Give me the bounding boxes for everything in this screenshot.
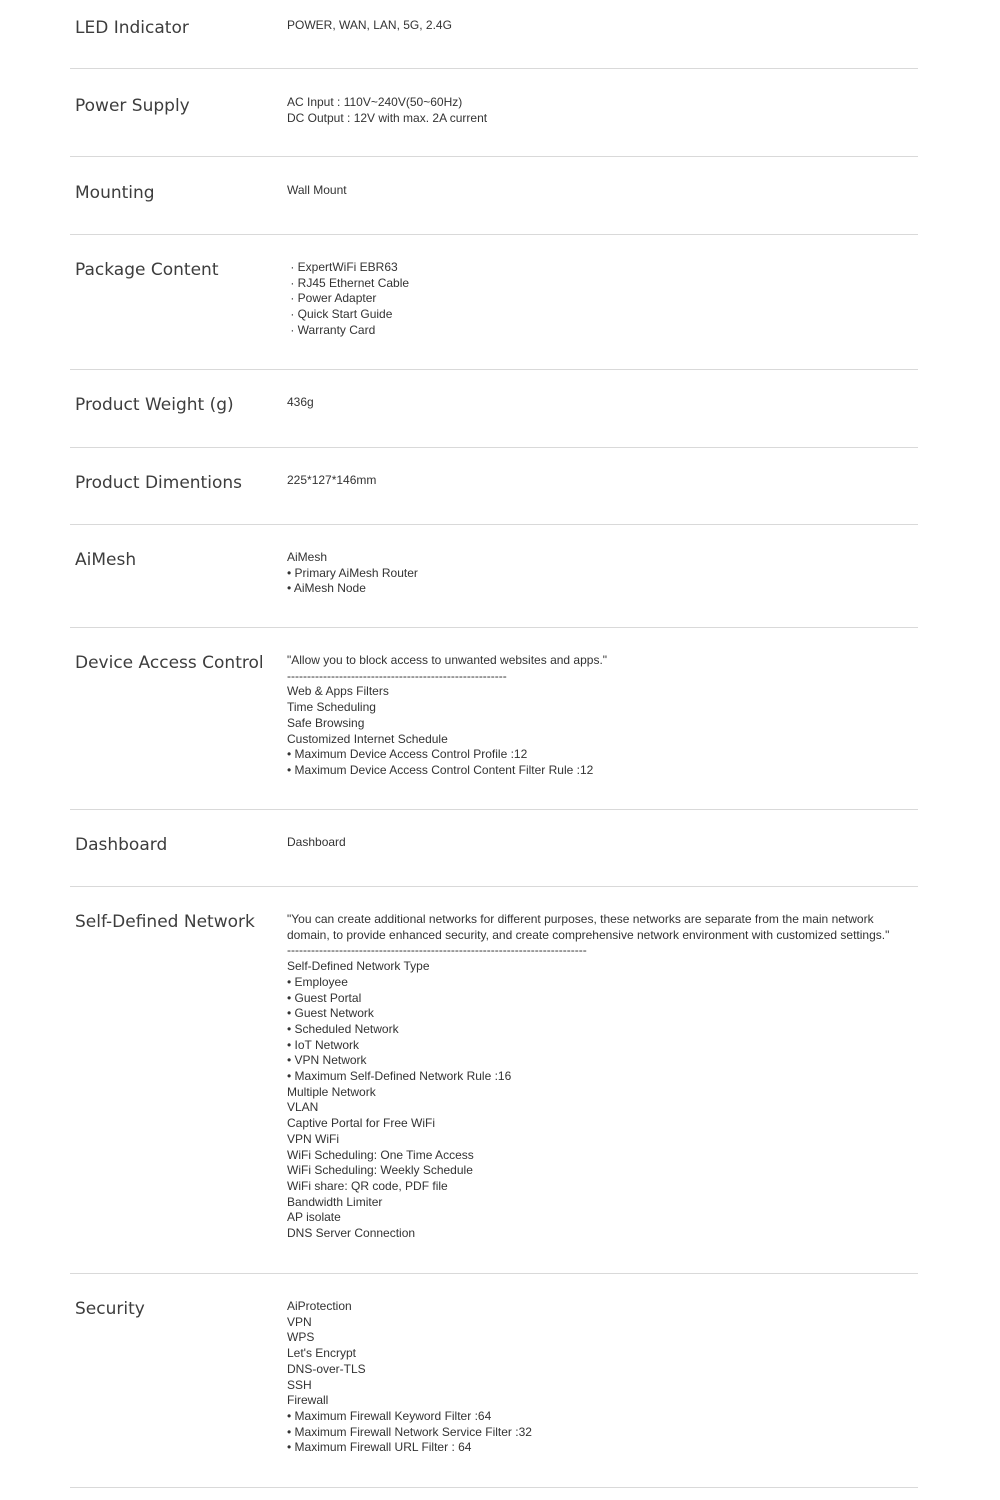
spec-value-line: 225*127*146mm [287,473,377,487]
spec-value-line: • IoT Network [287,1037,359,1052]
spec-value-line: · Warranty Card [287,322,376,337]
spec-value-line: AiProtection [287,1299,352,1313]
spec-label: Self-Defined Network [75,912,255,932]
spec-value-line: • AiMesh Node [287,581,366,596]
spec-value-line: • Maximum Firewall Network Service Filter :32 [287,1424,532,1439]
spec-row-product-dimentions [70,448,918,525]
spec-value-line: Wall Mount [287,183,347,197]
spec-value [287,653,907,779]
spec-value-line: Web & Apps Filters [287,684,389,699]
spec-value-line: · Power Adapter [287,291,377,306]
spec-value-line: ------------------------------------------------------- [287,668,507,683]
spec-value-line: AiMesh [287,550,328,564]
spec-value [287,260,907,339]
spec-value-line: Customized Internet Schedule [287,731,448,746]
spec-value-line: DNS-over-TLS [287,1361,366,1376]
spec-value-line: AC Input : 110V~240V(50~60Hz) [287,95,463,109]
spec-value-line: • Scheduled Network [287,1021,399,1036]
spec-value-line: 436g [287,395,314,409]
spec-value-line: · Quick Start Guide [287,307,393,322]
spec-label: Package Content [75,260,219,280]
spec-value [287,835,907,851]
spec-value-line: Multiple Network [287,1084,376,1099]
spec-value-line: • Guest Portal [287,990,362,1005]
spec-value-line: "Allow you to block access to unwanted websites and apps." [287,653,608,667]
spec-row-power-supply [70,69,918,157]
spec-value-line: DNS Server Connection [287,1226,416,1241]
spec-value-line: WiFi Scheduling: One Time Access [287,1147,474,1162]
spec-value-line: · ExpertWiFi EBR63 [287,260,398,274]
spec-value-line: • Maximum Firewall Keyword Filter :64 [287,1408,492,1423]
spec-label: Dashboard [75,835,168,855]
spec-value-line: "You can create additional networks for different purposes, these networks are separate from the main network [287,912,874,926]
spec-label: LED Indicator [75,18,189,38]
spec-value-line: Time Scheduling [287,700,376,715]
spec-value-line: • VPN Network [287,1053,367,1068]
spec-value-line: Self-Defined Network Type [287,959,430,974]
spec-value-line: VPN WiFi [287,1131,339,1146]
spec-label: AiMesh [75,550,137,570]
spec-value [287,395,907,411]
spec-value-line: • Maximum Self-Defined Network Rule :16 [287,1069,512,1084]
spec-value-line: domain, to provide enhanced security, and create comprehensive network environment with customized settings." [287,927,890,942]
spec-value-line: • Maximum Firewall URL Filter : 64 [287,1440,472,1455]
spec-value-line: VPN [287,1314,312,1329]
spec-value [287,473,907,489]
spec-value [287,1299,907,1456]
spec-label: Security [75,1299,145,1319]
spec-row-device-access-control [70,628,918,810]
spec-value-line: WiFi Scheduling: Weekly Schedule [287,1163,473,1178]
spec-row-mounting [70,157,918,235]
spec-value-line: Bandwidth Limiter [287,1194,383,1209]
spec-value-line: • Maximum Device Access Control Content Filter Rule :12 [287,762,594,777]
spec-value-line: POWER, WAN, LAN, 5G, 2.4G [287,18,452,32]
spec-value-line: DC Output : 12V with max. 2A current [287,110,488,125]
spec-value-line: • Maximum Device Access Control Profile :12 [287,747,528,762]
spec-value-line: Let's Encrypt [287,1346,356,1361]
spec-value-line: • Employee [287,974,348,989]
spec-value-line: AP isolate [287,1210,341,1225]
spec-row-package-content [70,235,918,370]
spec-label: Power Supply [75,96,190,116]
spec-value-line: Captive Portal for Free WiFi [287,1116,436,1131]
spec-value-line: • Primary AiMesh Router [287,565,418,580]
spec-row-aimesh [70,525,918,628]
spec-label: Product Dimentions [75,473,242,493]
spec-value-line: WiFi share: QR code, PDF file [287,1178,448,1193]
spec-row-product-weight-g [70,370,918,448]
spec-row-security [70,1274,918,1488]
spec-value-line: VLAN [287,1100,319,1115]
spec-value-line: SSH [287,1377,312,1392]
spec-row-led-indicator [70,0,918,69]
spec-value [287,18,907,34]
spec-value [287,912,907,1242]
spec-row-dashboard [70,810,918,887]
spec-value [287,95,907,126]
spec-value-line: Dashboard [287,835,346,849]
spec-value-line: • Guest Network [287,1006,374,1021]
spec-value-line: WPS [287,1330,315,1345]
spec-value-line: · RJ45 Ethernet Cable [287,275,410,290]
spec-row-self-defined-network [70,887,918,1274]
spec-value-line: --------------------------------------------------------------------------- [287,943,587,958]
spec-label: Mounting [75,183,155,203]
spec-value [287,183,907,199]
spec-label: Product Weight (g) [75,395,234,415]
spec-label: Device Access Control [75,653,264,673]
spec-value-line: Safe Browsing [287,715,365,730]
spec-value-line: Firewall [287,1393,329,1408]
spec-value [287,550,907,597]
